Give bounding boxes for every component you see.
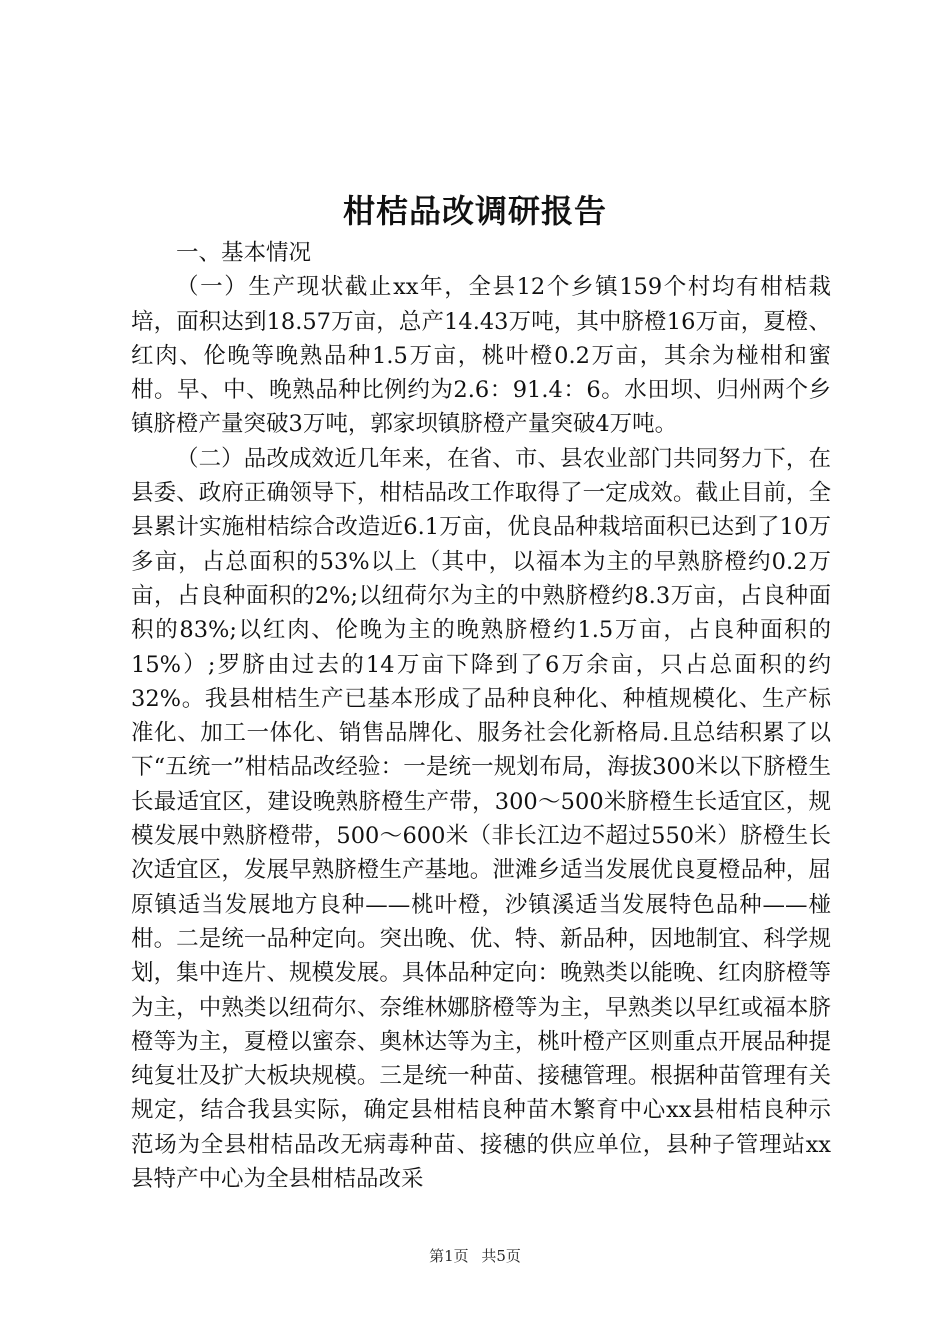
page-total: 共5页 bbox=[481, 1247, 521, 1265]
page-footer bbox=[0, 1245, 950, 1266]
document-title: 柑桔品改调研报告 bbox=[342, 192, 607, 230]
page-number: 第1页 bbox=[429, 1247, 469, 1265]
section-heading: 一、基本情况 bbox=[176, 240, 312, 266]
paragraph-improvement-results: （二）品改成效近几年来，在省、市、县农业部门共同努力下，在县委、政府正确领导下，柑桔品改工作取得了一定成效。截止目前，全县累计实施柑桔综合改造近6.1万亩，优良品种栽培面积已达到了10万多亩，占总面积的53%以上（其中，以福本为主的早熟脐橙约0.2万亩，占良种面积的2%;以纽荷尔为主的中熟脐橙约8.3万亩，占良种面积的83%;以红肉、伦晚为主的晚熟脐橙约1.5万亩，占良种面积的15%）;罗脐由过去的14万亩下降到了6万余亩，只占总面积的约32%。我县柑桔生产已基本形成了品种良种化、种植规模化、生产标准化、加工一体化、销售品牌化、服务社会化新格局.且总结积累了以下“五统一”柑桔品改经验：一是统一规划布局，海拔300米以下脐橙生长最适宜区，建设晚熟脐橙生产带，300～500米脐橙生长适宜区，规模发展中熟脐橙带，500～600米（非长江边不超过550米）脐橙生长次适宜区，发展早熟脐橙生产基地。泄滩乡适当发展优良夏橙品种，屈原镇适当发展地方良种——桃叶橙，沙镇溪适当发展特色品种——椪柑。二是统一品种定向。突出晚、优、特、新品种，因地制宜、科学规划，集中连片、规模发展。具体品种定向：晚熟类以能晚、红肉脐橙等为主，中熟类以纽荷尔、奈维林娜脐橙等为主，早熟类以早红或福本脐橙等为主，夏橙以蜜奈、奥林达等为主，桃叶橙产区则重点开展品种提纯复壮及扩大板块规模。三是统一种苗、接穗管理。根据种苗管理有关规定，结合我县实际，确定县柑桔良种苗木繁育中心xx县柑桔良种示范场为全县柑桔品改无病毒种苗、接穗的供应单位，县种子管理站xx县特产中心为全县柑桔品改采 bbox=[131, 445, 831, 1193]
paragraph-production-status: （一）生产现状截止xx年，全县12个乡镇159个村均有柑桔栽培，面积达到18.57万亩，总产14.43万吨，其中脐橙16万亩，夏橙、红肉、伦晚等晚熟品种1.5万亩，桃叶橙0.2万亩，其余为椪柑和蜜柑。早、中、晚熟品种比例约为2.6：91.4：6。水田坝、归州两个乡镇脐橙产量突破3万吨，郭家坝镇脐橙产量突破4万吨。 bbox=[131, 274, 831, 438]
document-body bbox=[131, 236, 831, 1196]
